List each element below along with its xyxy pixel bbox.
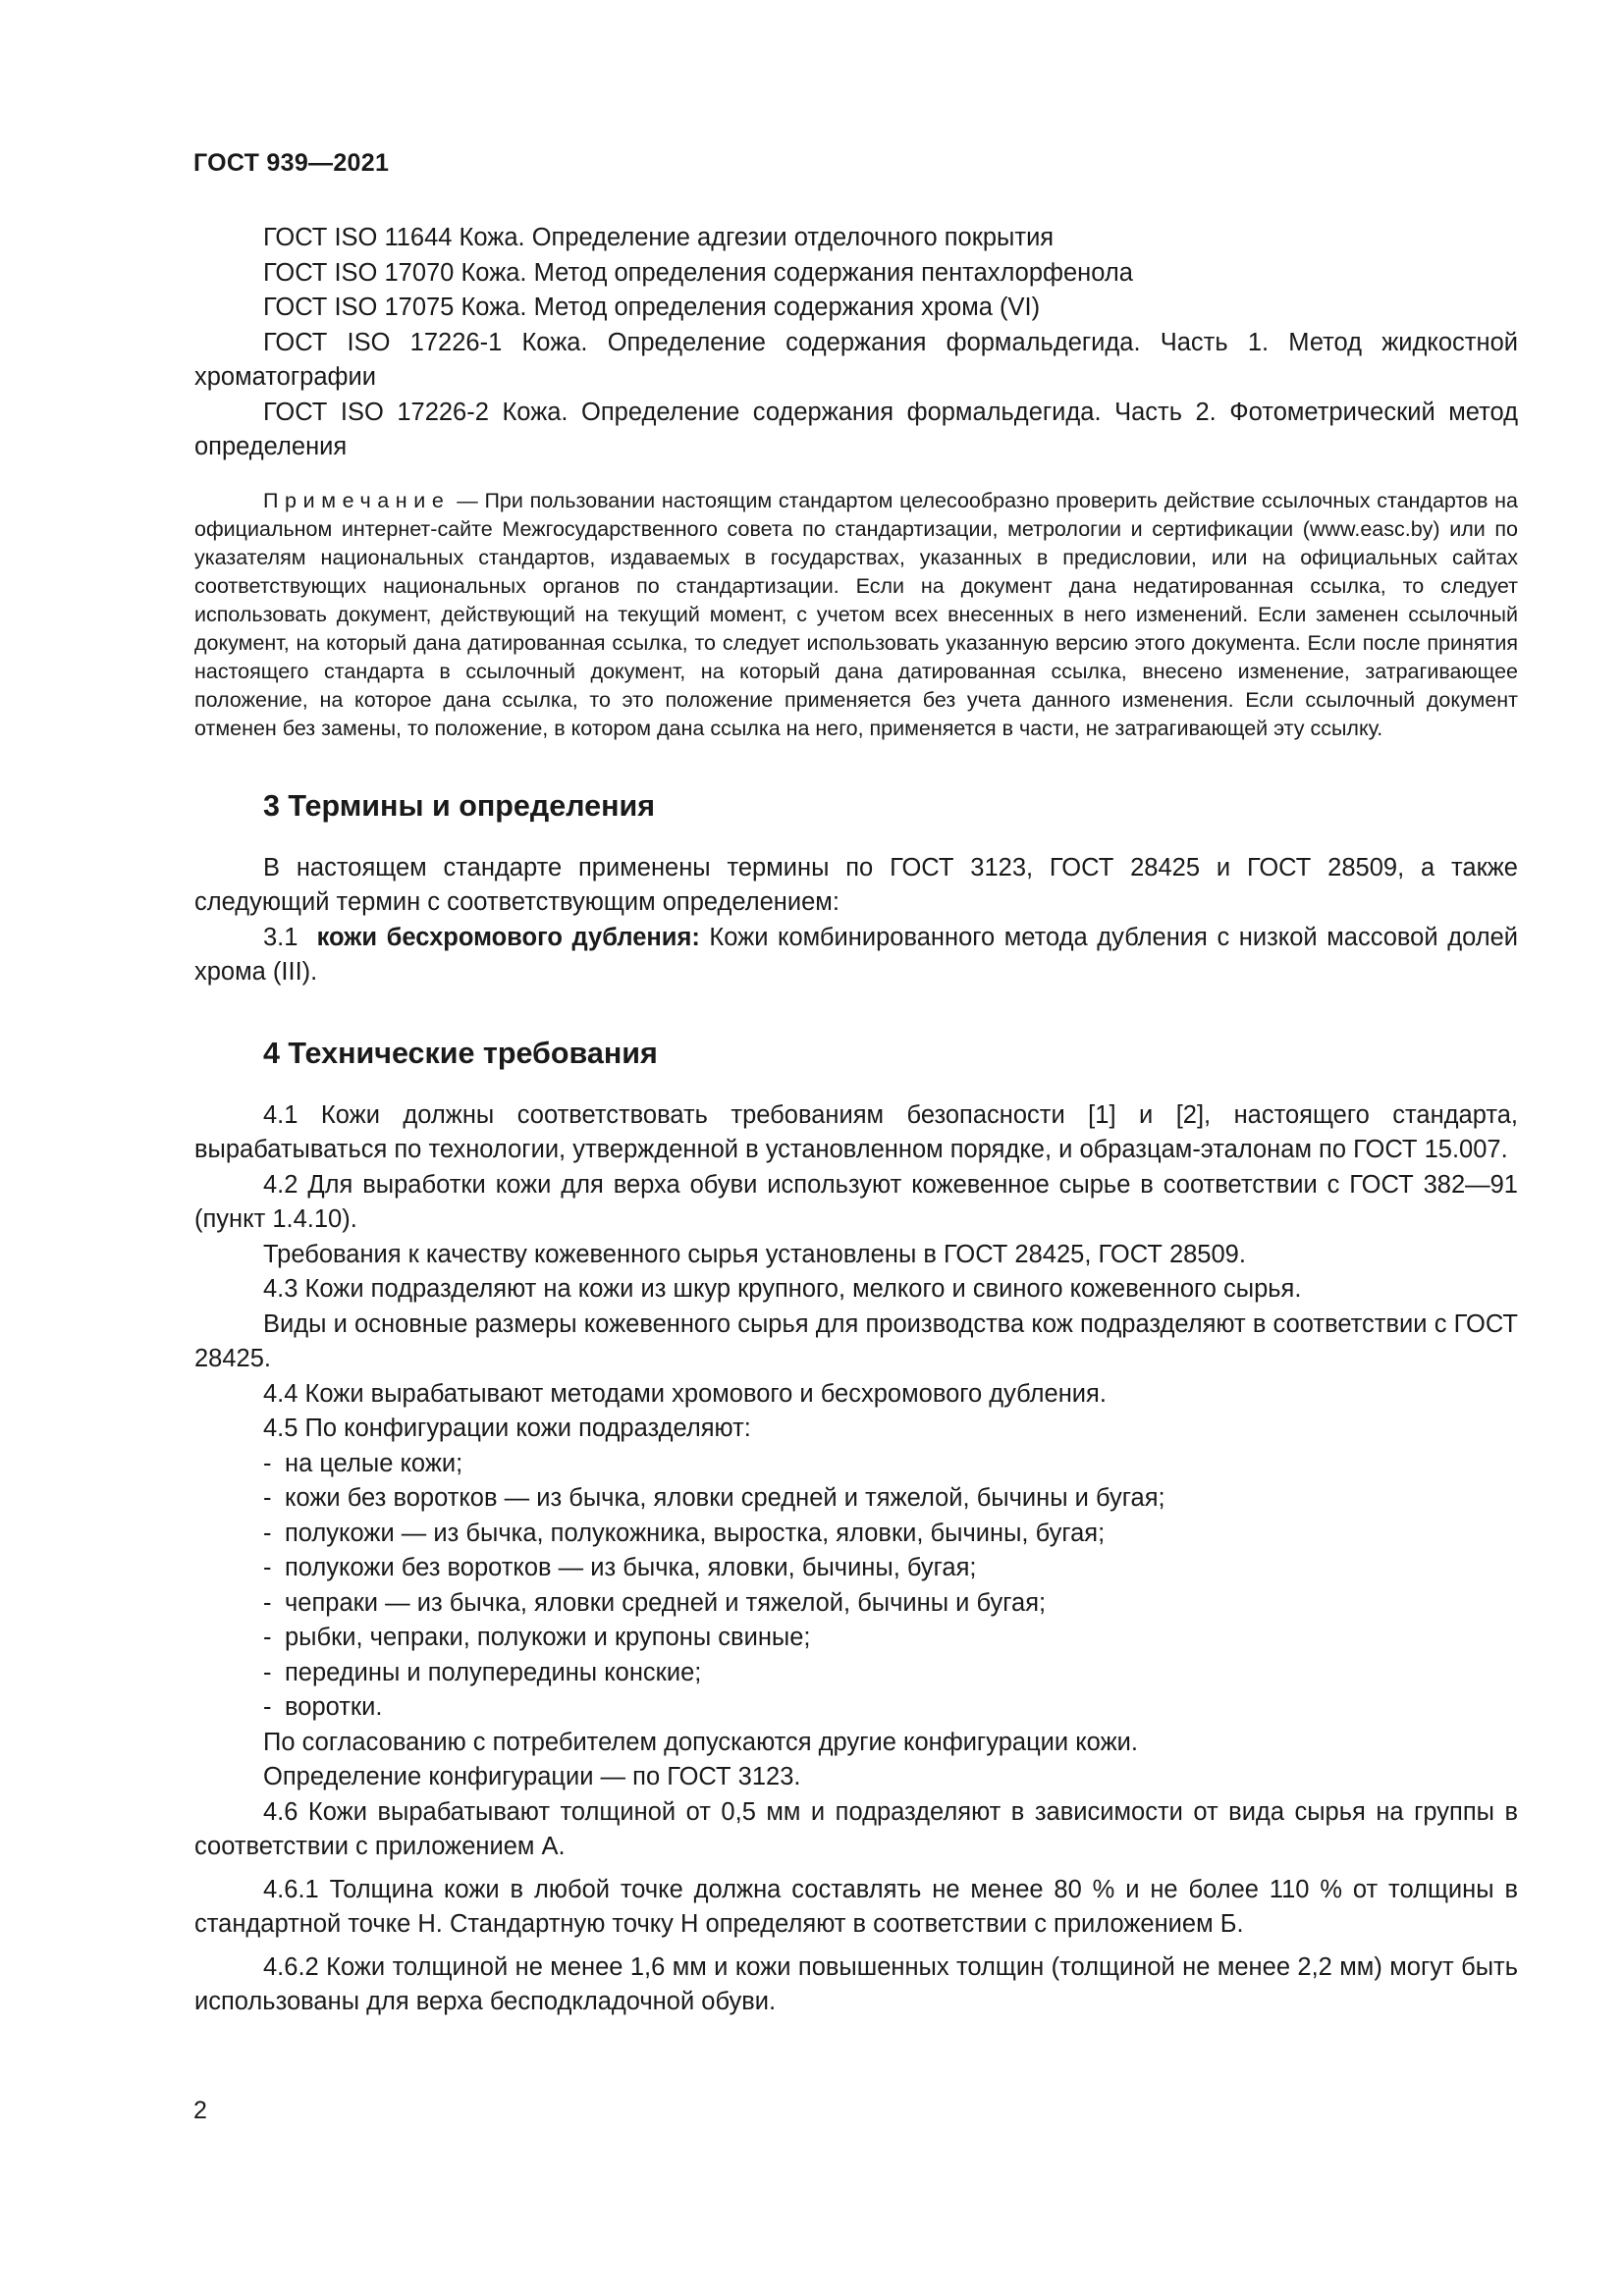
list-item-text: чепраки — из бычка, яловки средней и тяжелой, бычины и бугая; xyxy=(285,1588,1047,1617)
clause-4-4: 4.4 Кожи вырабатывают методами хромового и бесхромового дубления. xyxy=(263,1379,1107,1408)
list-item xyxy=(194,1586,1518,1622)
reference-item: ГОСТ ISO 17075 Кожа. Метод определения содержания хрома (VI) xyxy=(263,294,1041,321)
page-number: 2 xyxy=(193,2097,207,2124)
document-body xyxy=(194,221,1518,2020)
list-item-text: воротки. xyxy=(285,1693,383,1721)
list-item xyxy=(194,1481,1518,1517)
list-item xyxy=(194,1656,1518,1691)
section-4-title: 4 Технические требования xyxy=(263,1036,658,1070)
list-item xyxy=(194,1690,1518,1726)
term-name: кожи бесхромового дубления: xyxy=(316,923,700,951)
clause-4-6-2: 4.6.2 Кожи толщиной не менее 1,6 мм и кожи повышенных толщин (толщиной не менее 2,2 мм) могут быть использованы для верха бесподкладочной обуви. xyxy=(194,1952,1518,2015)
note-text: — При пользовании настоящим стандартом целесообразно проверить действие ссылочных стандартов на официальном интернет-сайте Межгосударственного совета по стандартизации, метрологии и сертификации (www.easc.by) или по указателям национальных стандартов, издаваемых в государствах, указанных в предисловии, или на официальных сайтах соответствующих национальных органов по стандартизации. Если на документ дана недатированная ссылка, то следует использовать документ, действующий на текущий момент, с учетом всех внесенных в него изменений. Если заменен ссылочный документ, на который дана датированная ссылка, то следует использовать указанную версию этого документа. Если после принятия настоящего стандарта в ссылочный документ, на который дана датированная ссылка, внесено изменение, затрагивающее положение, на которое дана ссылка, то это положение применяется без учета данного изменения. Если ссылочный документ отменен без замены, то положение, в котором дана ссылка на него, применяется в части, не затрагивающей эту ссылку. xyxy=(194,488,1518,740)
document-header: ГОСТ 939—2021 xyxy=(193,149,390,177)
list-item xyxy=(194,1447,1518,1482)
clause-4-5: 4.5 По конфигурации кожи подразделяют: xyxy=(263,1415,751,1442)
clause-4-2-note: Требования к качеству кожевенного сырья установлены в ГОСТ 28425, ГОСТ 28509. xyxy=(263,1240,1246,1268)
list-item-text: полукожи — из бычка, полукожника, выростка, яловки, бычины, бугая; xyxy=(285,1519,1106,1547)
clause-4-5-note-2: Определение конфигурации — по ГОСТ 3123. xyxy=(263,1763,801,1790)
list-item xyxy=(194,1551,1518,1586)
reference-item: ГОСТ ISO 11644 Кожа. Определение адгезии отделочного покрытия xyxy=(263,224,1055,251)
list-item-text: полукожи без воротков — из бычка, яловки, бычины, бугая; xyxy=(285,1554,977,1581)
term-number: 3.1 xyxy=(263,923,298,951)
list-item-text: передины и полупередины конские; xyxy=(285,1658,702,1686)
clause-4-2: 4.2 Для выработки кожи для верха обуви используют кожевенное сырье в соответствии с ГОСТ 382—91 (пункт 1.4.10). xyxy=(194,1170,1518,1233)
list-item-text: рыбки, чепраки, полукожи и крупоны свиные; xyxy=(285,1624,811,1651)
note-label: Примечание xyxy=(263,488,451,512)
clause-4-6: 4.6 Кожи вырабатывают толщиной от 0,5 мм и подразделяют в зависимости от вида сырья на группы в соответствии с приложением А. xyxy=(194,1797,1518,1860)
list-item-text: кожи без воротков — из бычка, яловки средней и тяжелой, бычины и бугая; xyxy=(285,1484,1165,1512)
normative-references xyxy=(194,221,1518,465)
list-item xyxy=(194,1621,1518,1656)
clause-4-6-1: 4.6.1 Толщина кожи в любой точке должна составлять не менее 80 % и не более 110 % от толщины в стандартной точке Н. Стандартную точку Н определяют в соответствии с приложением Б. xyxy=(194,1875,1518,1938)
section-3-intro: В настоящем стандарте применены термины по ГОСТ 3123, ГОСТ 28425 и ГОСТ 28509, а также следующий термин с соответствующим определением: xyxy=(194,853,1518,916)
reference-item: ГОСТ ISO 17070 Кожа. Метод определения содержания пентахлорфенола xyxy=(263,258,1133,287)
section-3-title: 3 Термины и определения xyxy=(263,788,656,823)
note-paragraph xyxy=(194,487,1518,743)
reference-item: ГОСТ ISO 17226-1 Кожа. Определение содержания формальдегида. Часть 1. Метод жидкостной хроматографии xyxy=(194,328,1518,391)
list-item xyxy=(194,1517,1518,1552)
configuration-list xyxy=(194,1447,1518,1726)
clause-4-1: 4.1 Кожи должны соответствовать требованиям безопасности [1] и [2], настоящего стандарта, вырабатываться по технологии, утвержденной в установленном порядке, и образцам-эталонам по ГОСТ 15.007. xyxy=(194,1100,1518,1163)
clause-4-3-note: Виды и основные размеры кожевенного сырья для производства кож подразделяют в соответствии с ГОСТ 28425. xyxy=(194,1309,1518,1372)
list-item-text: на целые кожи; xyxy=(285,1449,463,1477)
reference-item: ГОСТ ISO 17226-2 Кожа. Определение содержания формальдегида. Часть 2. Фотометрический метод определения xyxy=(194,398,1518,460)
clause-4-3: 4.3 Кожи подразделяют на кожи из шкур крупного, мелкого и свиного кожевенного сырья. xyxy=(263,1275,1302,1303)
term-def: Кожи комбинированного метода дубления с низкой массовой долей хрома (III). xyxy=(194,923,1519,986)
term-definition xyxy=(194,921,1518,990)
clause-4-5-note-1: По согласованию с потребителем допускаются другие конфигурации кожи. xyxy=(263,1728,1138,1756)
